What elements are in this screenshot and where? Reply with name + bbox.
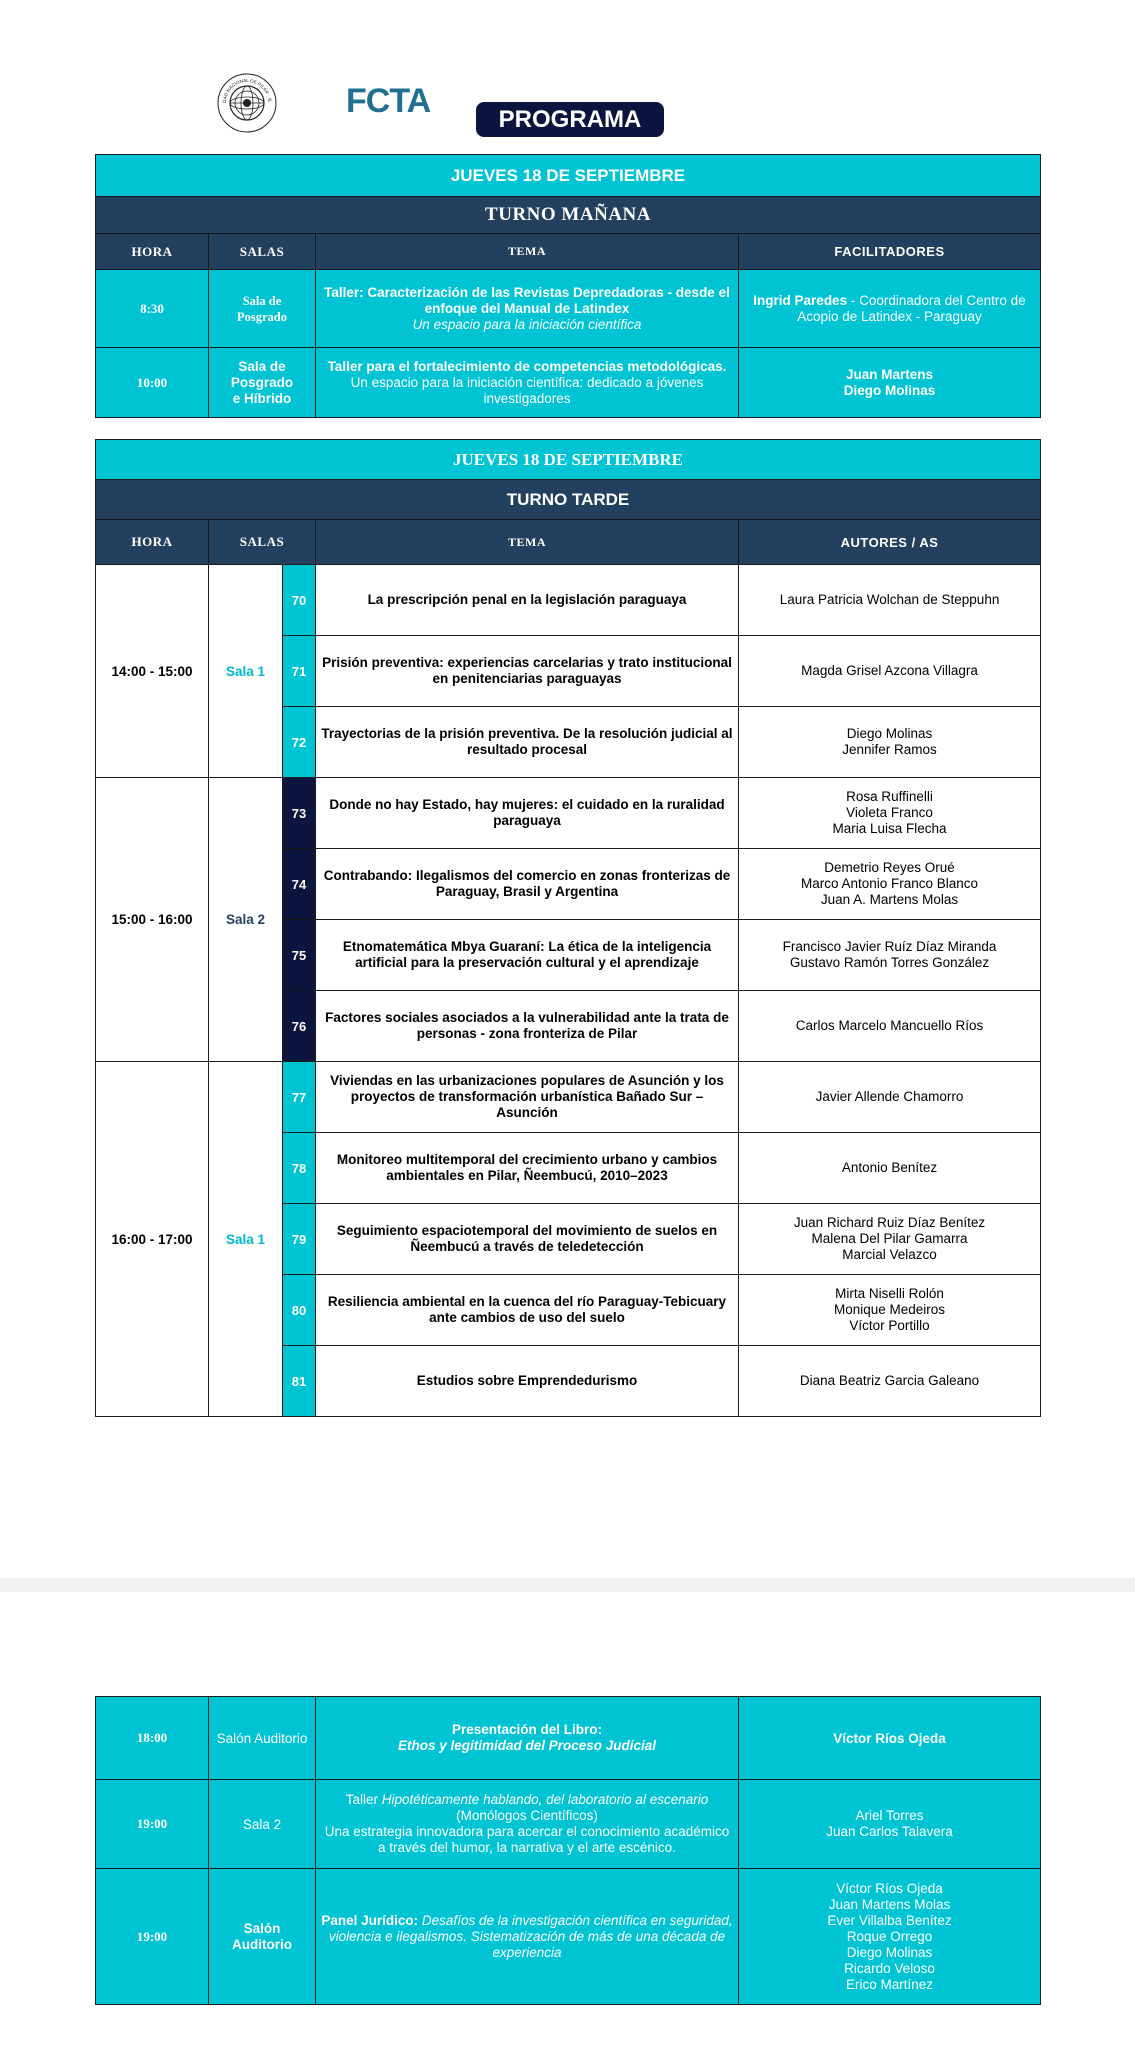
paper-number: 71 <box>283 636 316 707</box>
programa-badge: PROGRAMA <box>476 102 664 137</box>
svg-text:UNIVERSIDAD NACIONAL DE PILAR: DAD NACIONAL DE PILAR · Ñ <box>221 77 272 104</box>
paper-number: 70 <box>283 565 316 636</box>
autores-cell: Francisco Javier Ruíz Díaz Miranda Gustavo Ramón Torres González <box>739 920 1041 991</box>
col-salas: SALAS <box>209 234 316 270</box>
sala-cell: Sala de Posgrado e Híbrido <box>209 348 316 418</box>
paper-number: 77 <box>283 1062 316 1133</box>
facilitadores-cell: Ingrid Paredes - Coordinadora del Centro de Acopio de Latindex - Paraguay <box>739 270 1041 348</box>
autores-cell: Juan Richard Ruiz Díaz Benítez Malena Del Pilar Gamarra Marcial Velazco <box>739 1204 1041 1275</box>
col-tema: TEMA <box>316 520 739 565</box>
hora-cell: 19:00 <box>96 1780 209 1869</box>
paper-number: 72 <box>283 707 316 778</box>
autores-cell: Carlos Marcelo Mancuello Ríos <box>739 991 1041 1062</box>
sala-cell: Salón Auditorio <box>209 1869 316 2005</box>
tema-cell: Presentación del Libro: Ethos y legitimidad del Proceso Judicial <box>316 1697 739 1780</box>
table-row <box>96 270 1041 348</box>
paper-number: 73 <box>283 778 316 849</box>
table-row <box>96 778 1041 849</box>
tema-cell: Panel Jurídico: Desafíos de la investigación científica en seguridad, violencia e ilegalismos. Sistematización de más de una década de experiencia <box>316 1869 739 2005</box>
page-separator <box>0 1578 1135 1592</box>
tema-cell: Donde no hay Estado, hay mujeres: el cuidado en la ruralidad paraguaya <box>316 778 739 849</box>
paper-number: 74 <box>283 849 316 920</box>
hora-cell: 15:00 - 16:00 <box>96 778 209 1062</box>
sala-cell: Sala 1 <box>209 1062 283 1417</box>
hora-cell: 16:00 - 17:00 <box>96 1062 209 1417</box>
paper-number: 76 <box>283 991 316 1062</box>
evening-schedule-table <box>95 1696 1041 2005</box>
sala-cell: Sala de Posgrado <box>209 270 316 348</box>
paper-number: 79 <box>283 1204 316 1275</box>
morning-day-title: JUEVES 18 DE SEPTIEMBRE <box>96 155 1041 197</box>
col-tema: TEMA <box>316 234 739 270</box>
paper-number: 75 <box>283 920 316 991</box>
table-row <box>96 565 1041 636</box>
col-facilitadores: FACILITADORES <box>739 234 1041 270</box>
table-row <box>96 1869 1041 2005</box>
hora-cell: 18:00 <box>96 1697 209 1780</box>
tema-cell: Taller: Caracterización de las Revistas Depredadoras - desde el enfoque del Manual de Latindex Un espacio para la iniciación científica <box>316 270 739 348</box>
autores-cell: Demetrio Reyes Orué Marco Antonio Franco Blanco Juan A. Martens Molas <box>739 849 1041 920</box>
autores-cell: Rosa Ruffinelli Violeta Franco Maria Luisa Flecha <box>739 778 1041 849</box>
program-page-2 <box>0 1592 1135 2048</box>
university-seal-logo <box>216 72 278 134</box>
hora-cell: 10:00 <box>96 348 209 418</box>
hora-cell: 19:00 <box>96 1869 209 2005</box>
tema-cell: Trayectorias de la prisión preventiva. De la resolución judicial al resultado procesal <box>316 707 739 778</box>
sala-cell: Salón Auditorio <box>209 1697 316 1780</box>
morning-turn-title: TURNO MAÑANA <box>96 197 1041 234</box>
table-row <box>96 348 1041 418</box>
facilitadores-cell: Juan Martens Diego Molinas <box>739 348 1041 418</box>
table-row <box>96 1697 1041 1780</box>
tema-cell: Contrabando: Ilegalismos del comercio en zonas fronterizas de Paraguay, Brasil y Argentina <box>316 849 739 920</box>
tema-cell: Resiliencia ambiental en la cuenca del río Paraguay-Tebicuary ante cambios de uso del suelo <box>316 1275 739 1346</box>
autores-cell: Mirta Niselli Rolón Monique Medeiros Víctor Portillo <box>739 1275 1041 1346</box>
afternoon-day-title: JUEVES 18 DE SEPTIEMBRE <box>96 440 1041 480</box>
fcta-logo: FCTA <box>346 82 431 120</box>
afternoon-schedule-table <box>95 439 1041 1417</box>
tema-cell: Estudios sobre Emprendedurismo <box>316 1346 739 1417</box>
afternoon-turn-title: TURNO TARDE <box>96 480 1041 520</box>
tema-cell: La prescripción penal en la legislación paraguaya <box>316 565 739 636</box>
autores-cell: Diana Beatriz Garcia Galeano <box>739 1346 1041 1417</box>
autores-cell: Antonio Benítez <box>739 1133 1041 1204</box>
tema-cell: Taller para el fortalecimiento de competencias metodológicas. Un espacio para la iniciación científica: dedicado a jóvenes investigadores <box>316 348 739 418</box>
paper-number: 81 <box>283 1346 316 1417</box>
tema-cell: Monitoreo multitemporal del crecimiento urbano y cambios ambientales en Pilar, Ñeembucú, 2010–2023 <box>316 1133 739 1204</box>
table-row <box>96 1062 1041 1133</box>
autores-cell: Diego Molinas Jennifer Ramos <box>739 707 1041 778</box>
col-hora: HORA <box>96 520 209 565</box>
tema-cell: Etnomatemática Mbya Guaraní: La ética de la inteligencia artificial para la preservación cultural y el aprendizaje <box>316 920 739 991</box>
paper-number: 78 <box>283 1133 316 1204</box>
tema-cell: Factores sociales asociados a la vulnerabilidad ante la trata de personas - zona fronteriza de Pilar <box>316 991 739 1062</box>
col-hora: HORA <box>96 234 209 270</box>
table-row <box>96 1780 1041 1869</box>
autores-cell: Laura Patricia Wolchan de Steppuhn <box>739 565 1041 636</box>
sala-cell: Sala 2 <box>209 778 283 1062</box>
sala-cell: Sala 2 <box>209 1780 316 1869</box>
tema-cell: Prisión preventiva: experiencias carcelarias y trato institucional en penitenciarias paraguayas <box>316 636 739 707</box>
tema-cell: Seguimiento espaciotemporal del movimiento de suelos en Ñeembucú a través de teledetección <box>316 1204 739 1275</box>
autores-cell: Javier Allende Chamorro <box>739 1062 1041 1133</box>
hora-cell: 14:00 - 15:00 <box>96 565 209 778</box>
tema-cell: Viviendas en las urbanizaciones populares de Asunción y los proyectos de transformación urbanística Bañado Sur – Asunción <box>316 1062 739 1133</box>
tema-cell: Taller Hipotéticamente hablando, del laboratorio al escenario (Monólogos Científicos) Una estrategia innovadora para acercar el conocimiento académico a través del humor, la narrativa y el arte escénico. <box>316 1780 739 1869</box>
facilitadores-cell: Víctor Ríos Ojeda Juan Martens Molas Ever Villalba Benítez Roque Orrego Diego Molinas Ricardo Veloso Erico Martínez <box>739 1869 1041 2005</box>
hora-cell: 8:30 <box>96 270 209 348</box>
paper-number: 80 <box>283 1275 316 1346</box>
facilitadores-cell: Víctor Ríos Ojeda <box>739 1697 1041 1780</box>
morning-schedule-table <box>95 154 1041 418</box>
autores-cell: Magda Grisel Azcona Villagra <box>739 636 1041 707</box>
col-salas: SALAS <box>209 520 316 565</box>
sala-cell: Sala 1 <box>209 565 283 778</box>
facilitadores-cell: Ariel Torres Juan Carlos Talavera <box>739 1780 1041 1869</box>
col-autores: AUTORES / AS <box>739 520 1041 565</box>
